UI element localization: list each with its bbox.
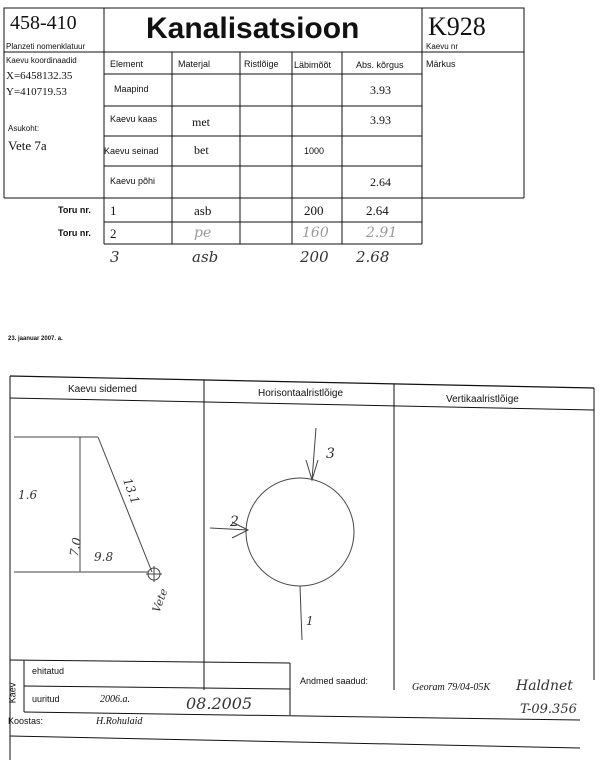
handwritten-code: T-09.356 bbox=[520, 702, 577, 717]
coordinate-y: Y=410719.53 bbox=[6, 86, 67, 98]
connections-sketch bbox=[14, 437, 162, 582]
pipe-diameter: 200 bbox=[304, 203, 324, 218]
pipe-number: 2 bbox=[110, 226, 117, 241]
location-value: Vete 7a bbox=[8, 138, 47, 153]
sheet-number: 458-410 bbox=[10, 12, 77, 34]
table-row-element: Maapind bbox=[114, 84, 149, 94]
pipe-label-bottom: 1 bbox=[306, 614, 314, 628]
surveyed-label: uuritud bbox=[32, 694, 60, 704]
connections-title: Kaevu sidemed bbox=[68, 384, 137, 395]
coordinates-label: Kaevu koordinaadid bbox=[6, 56, 77, 65]
pipe-material: asb bbox=[194, 203, 212, 218]
handwritten-pipe-number: 3 bbox=[110, 248, 120, 266]
header-cross-section: Ristlõige bbox=[244, 59, 279, 69]
header-material: Materjal bbox=[178, 59, 211, 69]
table-row-material: bet bbox=[194, 143, 209, 157]
data-source-value: Georam 79/04-05K bbox=[412, 682, 491, 693]
well-number-label: Kaevu nr bbox=[426, 42, 459, 51]
table-row-diameter: 1000 bbox=[304, 146, 325, 156]
table-row-elevation: 2.64 bbox=[370, 175, 391, 189]
compiled-value: H.Rohulaid bbox=[96, 716, 143, 727]
date-note: 23. jaanuar 2007. a. bbox=[8, 336, 63, 342]
table-row-element: Kaevu põhi bbox=[110, 176, 156, 186]
sheet-number-label: Planzeti nomenklatuur bbox=[6, 42, 86, 51]
pipe-label-top: 3 bbox=[326, 446, 335, 462]
handwritten-ref: Haldnet bbox=[516, 678, 573, 694]
sketch-label-diagonal: 13.1 bbox=[120, 476, 143, 506]
header-remarks: Märkus bbox=[426, 59, 456, 69]
header-diameter: Läbimõõt bbox=[294, 60, 332, 70]
footer-side-label: Kaev bbox=[7, 682, 18, 704]
pipe-number: 1 bbox=[110, 203, 117, 218]
compiled-label: Koostas: bbox=[8, 716, 44, 726]
sketch-label-bottom: 9.8 bbox=[94, 550, 114, 564]
pipe-elevation: 2.64 bbox=[366, 203, 389, 218]
coordinate-x: X=6458132.35 bbox=[6, 70, 73, 82]
pipe-label-left: 2 bbox=[230, 514, 239, 530]
pipe-label: Toru nr. bbox=[58, 205, 91, 215]
handwritten-pipe-diameter: 200 bbox=[300, 248, 329, 266]
page-title: Kanalisatsioon bbox=[146, 12, 360, 45]
table-row-element: Kaevu kaas bbox=[110, 114, 158, 124]
table-row-elevation: 3.93 bbox=[370, 113, 391, 127]
pipe-material: pe bbox=[194, 225, 212, 241]
horizontal-title: Horisontaalristlõige bbox=[258, 388, 344, 399]
location-label: Asukoht: bbox=[8, 124, 40, 133]
handwritten-pipe-elevation: 2.68 bbox=[356, 248, 390, 266]
vertical-title: Vertikaalristlõige bbox=[446, 394, 519, 405]
table-row-elevation: 3.93 bbox=[370, 83, 391, 97]
built-label: ehitatud bbox=[32, 666, 65, 676]
well-number: K928 bbox=[428, 12, 486, 41]
sketch-label-corner: Vete bbox=[149, 586, 171, 615]
surveyed-value: 2006.a. bbox=[100, 694, 130, 705]
handwritten-pipe-material: asb bbox=[192, 248, 219, 266]
pipe-diameter: 160 bbox=[302, 225, 329, 241]
table-row-material: met bbox=[192, 115, 210, 129]
pipe-elevation: 2.91 bbox=[366, 225, 398, 241]
sketch-label-left: 1.6 bbox=[18, 488, 38, 502]
table-row-element: Kaevu seinad bbox=[104, 146, 159, 156]
data-source-label: Andmed saadud: bbox=[300, 676, 369, 686]
handwritten-date: 08.2005 bbox=[186, 694, 253, 713]
sketch-label-vertical: 7.0 bbox=[66, 536, 85, 558]
header-element: Element bbox=[110, 59, 144, 69]
pipe-label: Toru nr. bbox=[58, 228, 91, 238]
header-elevation: Abs. kõrgus bbox=[356, 60, 404, 70]
